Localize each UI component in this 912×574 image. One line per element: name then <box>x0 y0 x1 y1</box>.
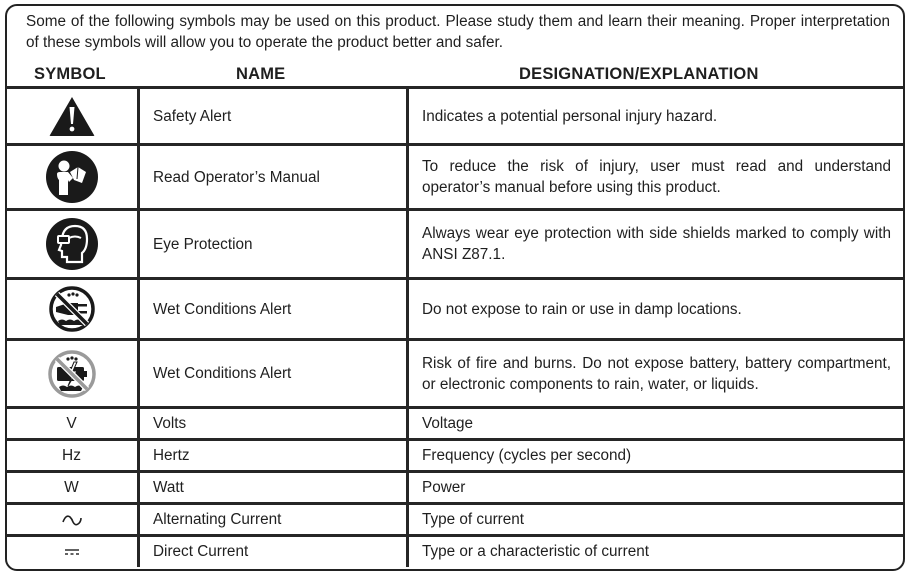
header-designation: DESIGNATION/EXPLANATION <box>519 65 759 83</box>
designation-cell: Indicates a potential personal injury hazard. <box>408 88 904 145</box>
symbol-watt: W <box>6 472 139 504</box>
symbol-cell <box>6 279 139 340</box>
safety-alert-triangle-icon <box>48 95 96 137</box>
designation-cell: Risk of fire and burns. Do not expose battery, battery compartment, or electronic components to rain, water, or liquids. <box>408 340 904 408</box>
symbols-table <box>6 86 903 567</box>
symbol-cell <box>6 145 139 210</box>
table-row <box>6 279 903 340</box>
read-manual-icon <box>45 150 99 204</box>
table-row <box>6 440 903 472</box>
table-row <box>6 210 903 279</box>
table-row <box>6 472 903 504</box>
wet-conditions-plug-icon <box>48 285 96 333</box>
name-cell: Watt <box>139 472 408 504</box>
header-symbol: SYMBOL <box>34 65 106 83</box>
eye-protection-icon <box>45 217 99 271</box>
name-cell: Direct Current <box>139 536 408 567</box>
symbol-hertz: Hz <box>6 440 139 472</box>
name-cell: Safety Alert <box>139 88 408 145</box>
header-name: NAME <box>236 65 286 83</box>
designation-cell: Do not expose to rain or use in damp locations. <box>408 279 904 340</box>
name-cell: Wet Conditions Alert <box>139 279 408 340</box>
designation-cell: Frequency (cycles per second) <box>408 440 904 472</box>
designation-cell: To reduce the risk of injury, user must read and understand operator’s manual before using this product. <box>408 145 904 210</box>
designation-cell: Type of current <box>408 504 904 536</box>
table-row <box>6 504 903 536</box>
designation-cell: Type or a characteristic of current <box>408 536 904 567</box>
designation-cell: Voltage <box>408 408 904 440</box>
designation-cell: Always wear eye protection with side shields marked to comply with ANSI Z87.1. <box>408 210 904 279</box>
table-row <box>6 340 903 408</box>
table-row <box>6 88 903 145</box>
wet-conditions-battery-icon <box>47 349 97 399</box>
name-cell: Hertz <box>139 440 408 472</box>
direct-current-icon <box>64 548 80 556</box>
table-row <box>6 536 903 567</box>
name-cell: Alternating Current <box>139 504 408 536</box>
intro-text: Some of the following symbols may be used on this product. Please study them and learn their meaning. Proper interpretation of these symbols will allow you to operate the product better and safer. <box>26 13 890 51</box>
designation-cell: Power <box>408 472 904 504</box>
symbol-cell <box>6 340 139 408</box>
table-row <box>6 145 903 210</box>
symbol-cell <box>6 536 139 567</box>
symbol-volts: V <box>6 408 139 440</box>
name-cell: Read Operator’s Manual <box>139 145 408 210</box>
alternating-current-icon <box>61 513 83 527</box>
symbol-cell <box>6 504 139 536</box>
symbol-cell <box>6 210 139 279</box>
name-cell: Eye Protection <box>139 210 408 279</box>
name-cell: Volts <box>139 408 408 440</box>
table-row <box>6 408 903 440</box>
symbol-cell <box>6 88 139 145</box>
name-cell: Wet Conditions Alert <box>139 340 408 408</box>
